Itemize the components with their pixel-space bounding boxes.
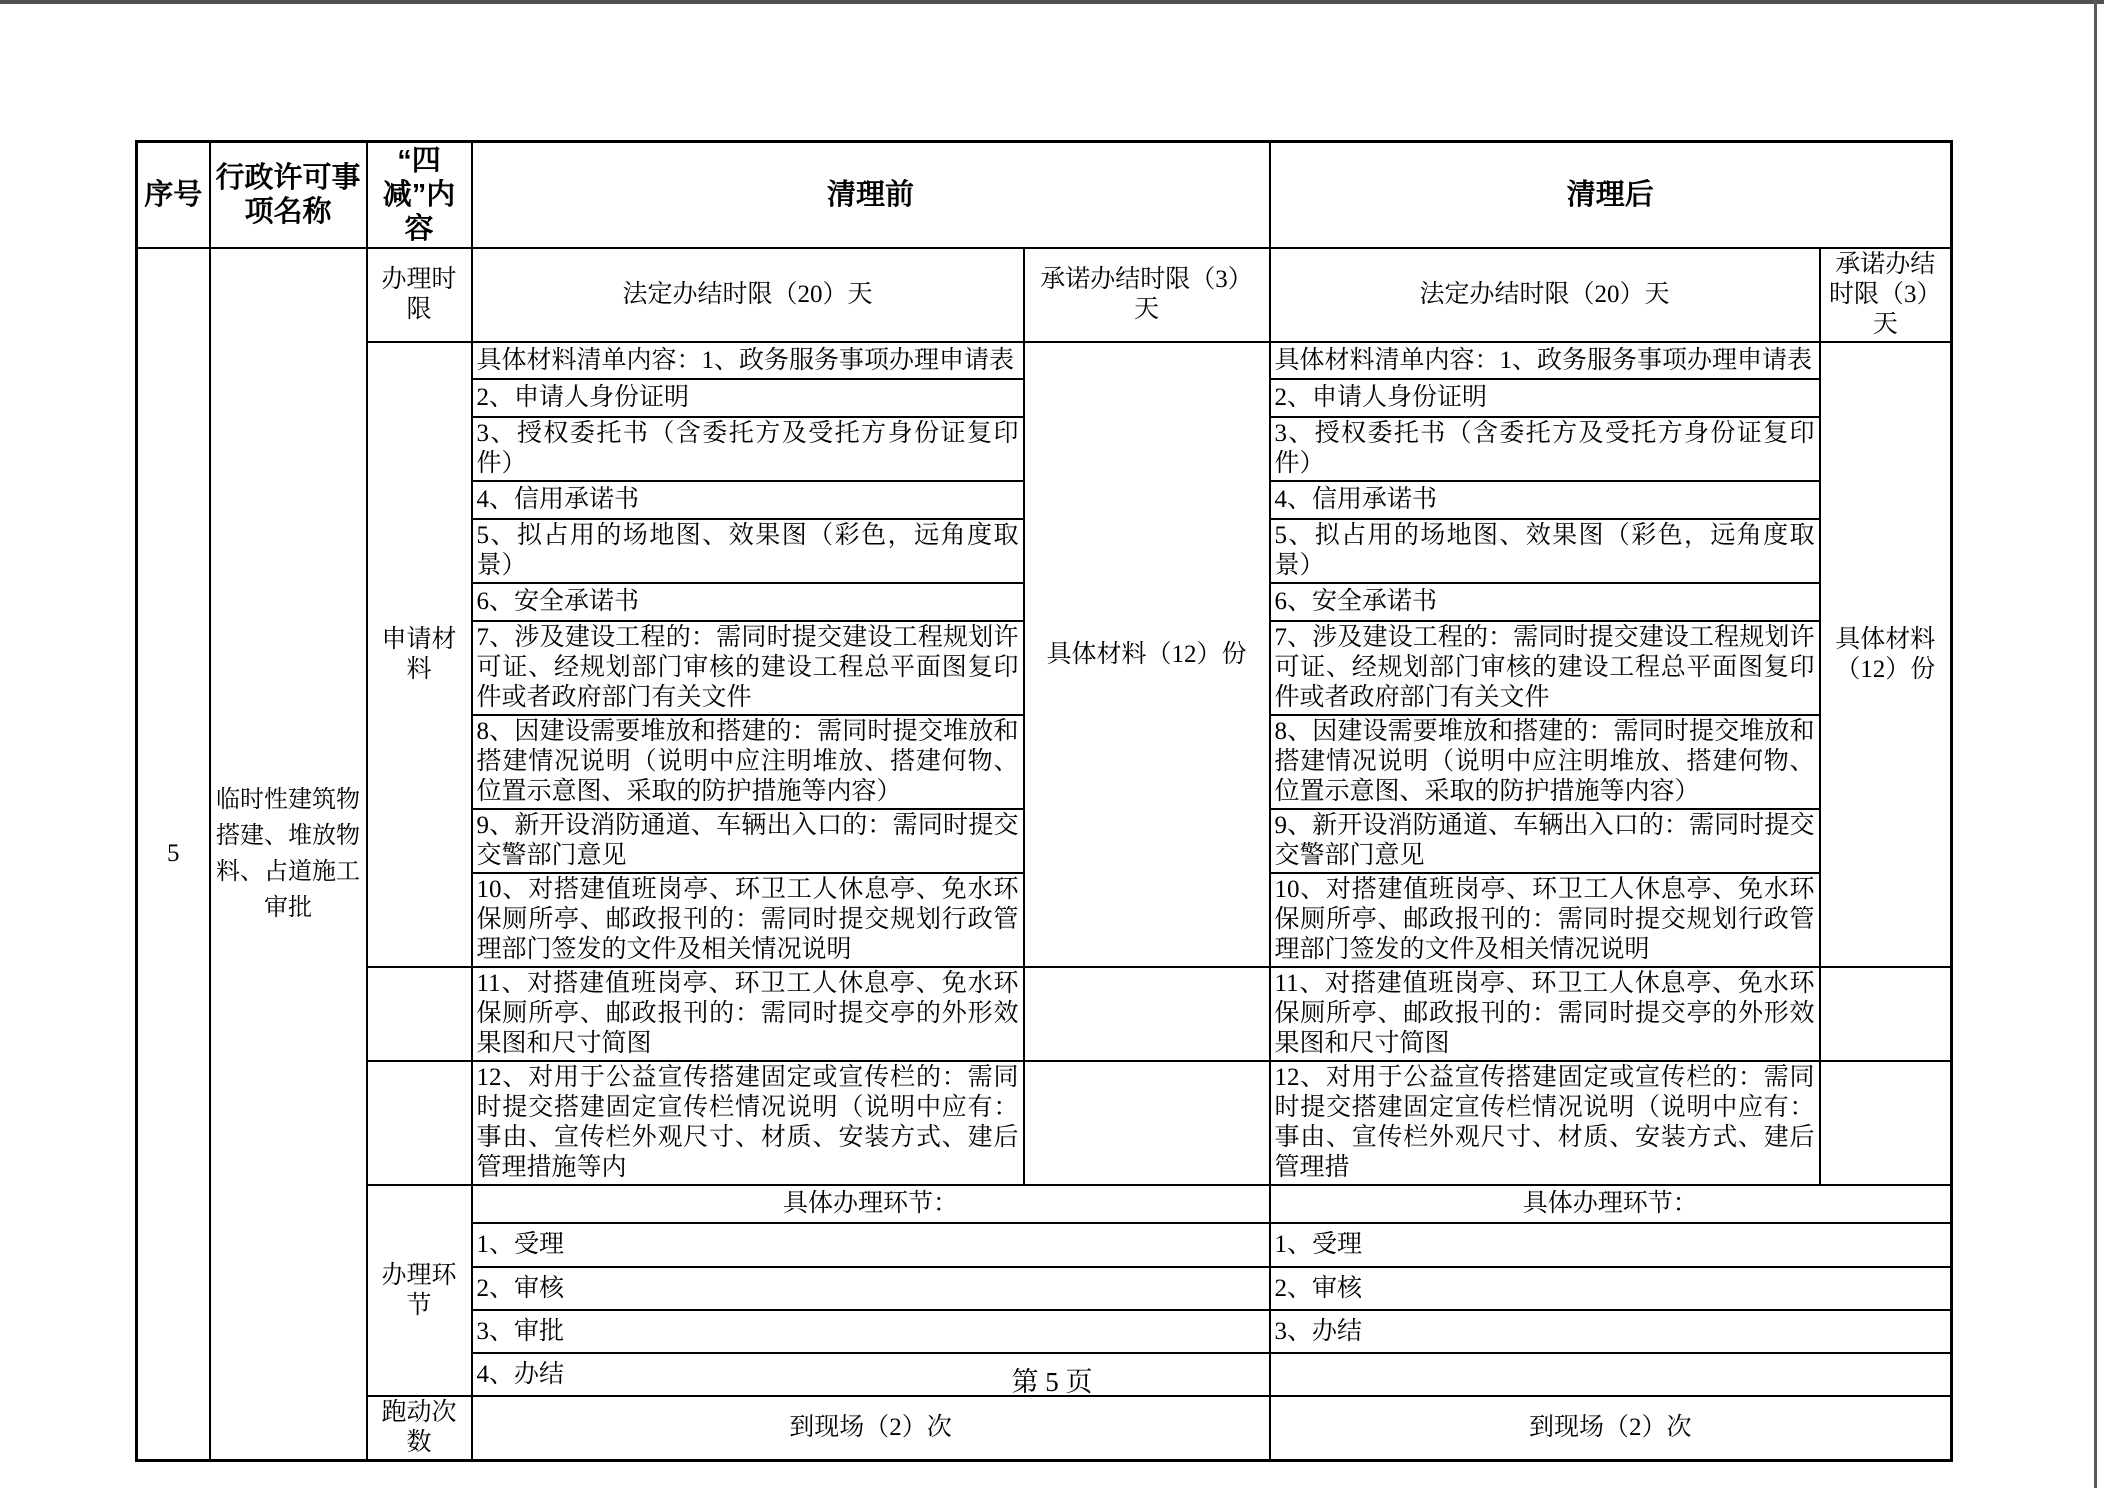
count-empty-cell-before — [1024, 1061, 1270, 1185]
time-limit-label: 办理时限 — [367, 248, 472, 342]
material-after-5: 5、拟占用的场地图、效果图（彩色，远角度取景） — [1270, 519, 1820, 583]
material-before-3: 3、授权委托书（含委托方及受托方身份证复印件） — [472, 417, 1024, 481]
material-before-5: 5、拟占用的场地图、效果图（彩色，远角度取景） — [472, 519, 1024, 583]
sijian-empty-cell — [367, 1061, 472, 1185]
material-before-11: 11、对搭建值班岗亭、环卫工人休息亭、免水环保厕所亭、邮政报刊的：需同时提交亭的外形效果图和尺寸简图 — [472, 967, 1024, 1061]
admin-permit-table — [135, 140, 1953, 1462]
time-limit-row — [137, 248, 1952, 342]
after-statutory-limit: 法定办结时限（20）天 — [1270, 248, 1820, 342]
material-before-8: 8、因建设需要堆放和搭建的：需同时提交堆放和搭建情况说明（说明中应注明堆放、搭建何物、位置示意图、采取的防护措施等内容） — [472, 715, 1024, 809]
material-after-4: 4、信用承诺书 — [1270, 481, 1820, 519]
header-col-before: 清理前 — [472, 142, 1270, 249]
trips-label: 跑动次数 — [367, 1396, 472, 1461]
count-empty-cell-after — [1820, 1061, 1952, 1185]
page-top-edge — [0, 0, 2104, 4]
material-after-1: 具体材料清单内容：1、政务服务事项办理申请表 — [1270, 342, 1820, 379]
step-before-2: 2、审核 — [472, 1267, 1270, 1310]
material-after-12: 12、对用于公益宣传搭建固定或宣传栏的：需同时提交搭建固定宣传栏情况说明（说明中应有：事由、宣传栏外观尺寸、材质、安装方式、建后管理措 — [1270, 1061, 1820, 1185]
header-col-sijian: “四减”内容 — [367, 142, 472, 249]
materials-count-after: 具体材料（12）份 — [1820, 342, 1952, 967]
material-after-2: 2、申请人身份证明 — [1270, 379, 1820, 417]
trips-row — [137, 1396, 1952, 1461]
header-col-name: 行政许可事项名称 — [210, 142, 367, 249]
trips-before: 到现场（2）次 — [472, 1396, 1270, 1461]
before-promised-limit: 承诺办结时限（3）天 — [1024, 248, 1270, 342]
material-after-7: 7、涉及建设工程的：需同时提交建设工程规划许可证、经规划部门审核的建设工程总平面图复印件或者政府部门有关文件 — [1270, 621, 1820, 715]
material-before-12: 12、对用于公益宣传搭建固定或宣传栏的：需同时提交搭建固定宣传栏情况说明（说明中应有：事由、宣传栏外观尺寸、材质、安装方式、建后管理措施等内 — [472, 1061, 1024, 1185]
material-after-8: 8、因建设需要堆放和搭建的：需同时提交堆放和搭建情况说明（说明中应注明堆放、搭建何物、位置示意图、采取的防护措施等内容） — [1270, 715, 1820, 809]
step-before-4: 4、办结 — [472, 1353, 1270, 1396]
material-after-9: 9、新开设消防通道、车辆出入口的：需同时提交交警部门意见 — [1270, 809, 1820, 873]
material-after-11: 11、对搭建值班岗亭、环卫工人休息亭、免水环保厕所亭、邮政报刊的：需同时提交亭的外形效果图和尺寸简图 — [1270, 967, 1820, 1061]
material-before-9: 9、新开设消防通道、车辆出入口的：需同时提交交警部门意见 — [472, 809, 1024, 873]
page-right-edge — [2094, 0, 2097, 1488]
table-header-row — [137, 142, 1952, 249]
materials-label: 申请材料 — [367, 342, 472, 967]
materials-count-before: 具体材料（12）份 — [1024, 342, 1270, 967]
header-col-after: 清理后 — [1270, 142, 1952, 249]
header-col-index: 序号 — [137, 142, 210, 249]
material-before-7: 7、涉及建设工程的：需同时提交建设工程规划许可证、经规划部门审核的建设工程总平面图复印件或者政府部门有关文件 — [472, 621, 1024, 715]
count-empty-cell-before — [1024, 967, 1270, 1061]
material-after-6: 6、安全承诺书 — [1270, 583, 1820, 621]
material-before-6: 6、安全承诺书 — [472, 583, 1024, 621]
page-number: 第 5 页 — [1011, 1367, 1093, 1397]
step-before-3: 3、审批 — [472, 1310, 1270, 1353]
sijian-empty-cell — [367, 967, 472, 1061]
step-before-1: 1、受理 — [472, 1223, 1270, 1267]
steps-header-after: 具体办理环节： — [1270, 1185, 1952, 1223]
before-statutory-limit: 法定办结时限（20）天 — [472, 248, 1024, 342]
material-row — [137, 1061, 1952, 1185]
material-before-1: 具体材料清单内容：1、政务服务事项办理申请表 — [472, 342, 1024, 379]
entry-name: 临时性建筑物搭建、堆放物料、占道施工审批 — [210, 248, 367, 1461]
after-promised-limit: 承诺办结时限（3）天 — [1820, 248, 1952, 342]
step-after-1: 1、受理 — [1270, 1223, 1952, 1267]
entry-index: 5 — [137, 248, 210, 1461]
material-row — [137, 342, 1952, 379]
steps-header-row — [137, 1185, 1952, 1223]
trips-after: 到现场（2）次 — [1270, 1396, 1952, 1461]
step-after-3: 3、办结 — [1270, 1310, 1952, 1353]
material-after-10: 10、对搭建值班岗亭、环卫工人休息亭、免水环保厕所亭、邮政报刊的：需同时提交规划行政管理部门签发的文件及相关情况说明 — [1270, 873, 1820, 967]
steps-label: 办理环节 — [367, 1185, 472, 1396]
material-before-10: 10、对搭建值班岗亭、环卫工人休息亭、免水环保厕所亭、邮政报刊的：需同时提交规划行政管理部门签发的文件及相关情况说明 — [472, 873, 1024, 967]
steps-header-before: 具体办理环节： — [472, 1185, 1270, 1223]
step-after-2: 2、审核 — [1270, 1267, 1952, 1310]
material-before-2: 2、申请人身份证明 — [472, 379, 1024, 417]
material-before-4: 4、信用承诺书 — [472, 481, 1024, 519]
material-row — [137, 967, 1952, 1061]
count-empty-cell-after — [1820, 967, 1952, 1061]
material-after-3: 3、授权委托书（含委托方及受托方身份证复印件） — [1270, 417, 1820, 481]
